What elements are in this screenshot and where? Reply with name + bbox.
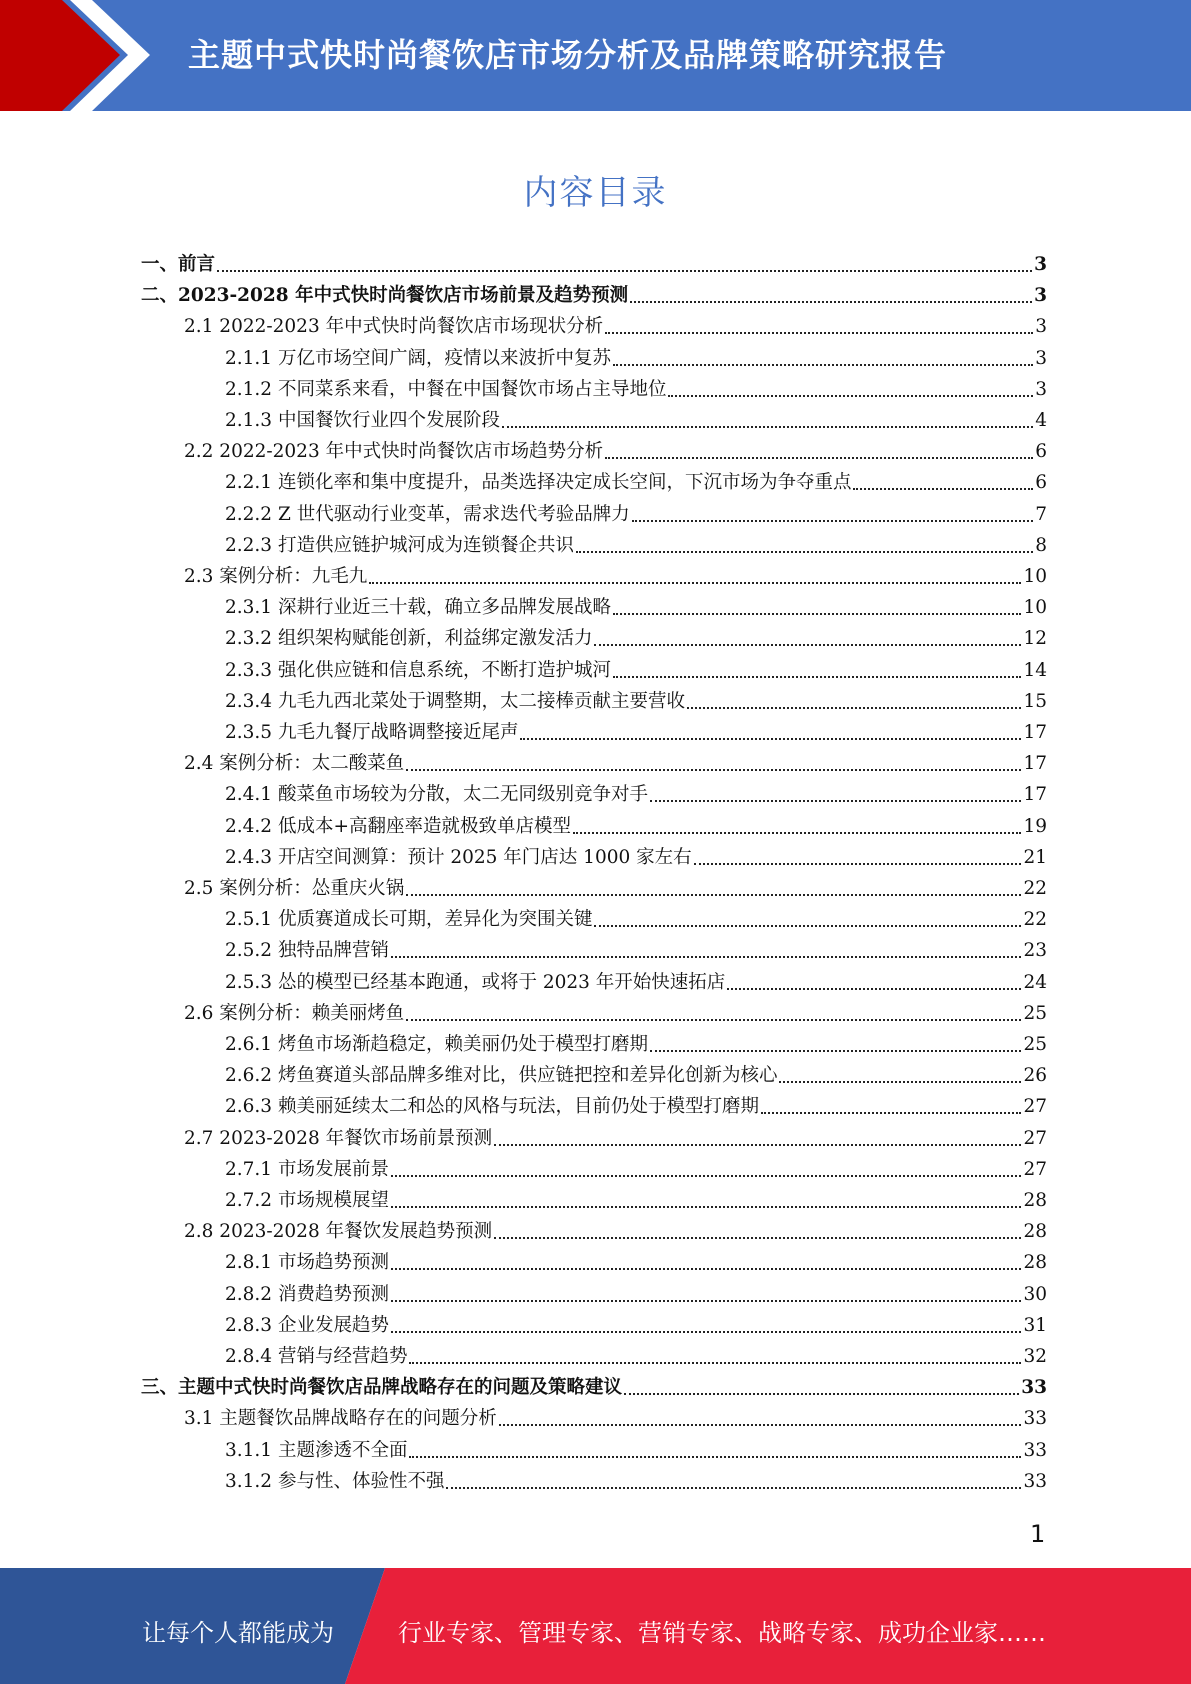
- toc-dot-leader: [605, 439, 1033, 459]
- toc-dot-leader: [853, 470, 1033, 490]
- toc-entry-label: 2.7.1 市场发展前景: [225, 1158, 389, 1180]
- toc-entry[interactable]: [225, 1188, 1047, 1214]
- toc-entry[interactable]: [225, 533, 1047, 559]
- toc-entry-label: 2.4.2 低成本+高翻座率造就极致单店模型: [225, 815, 571, 837]
- toc-dot-leader: [613, 595, 1021, 615]
- toc-entry-page: 30: [1023, 1283, 1047, 1305]
- toc-entry-page: 6: [1035, 441, 1047, 463]
- toc-dot-leader: [687, 689, 1021, 709]
- toc-dot-leader: [391, 1188, 1021, 1208]
- toc-entry-page: 12: [1023, 628, 1047, 650]
- toc-entry-label: 2.5 案例分析：怂重庆火锅: [184, 878, 405, 899]
- toc-dot-leader: [391, 938, 1021, 958]
- toc-entry-page: 33: [1023, 1439, 1047, 1461]
- toc-entry-label: 2.6.3 赖美丽延续太二和怂的风格与玩法，目前仍处于模型打磨期: [225, 1096, 759, 1118]
- toc-entry-page: 28: [1023, 1221, 1047, 1243]
- toc-entry-page: 25: [1023, 1002, 1047, 1024]
- toc-entry-label: 二、2023-2028 年中式快时尚餐饮店市场前景及趋势预测: [141, 285, 629, 307]
- toc-dot-leader: [761, 1094, 1021, 1114]
- toc-entry-label: 2.8.1 市场趋势预测: [225, 1252, 389, 1274]
- toc-entry[interactable]: [225, 1063, 1047, 1089]
- toc-entry[interactable]: [184, 751, 1047, 777]
- toc-entry-label: 2.8 2023-2028 年餐饮发展趋势预测: [184, 1221, 493, 1243]
- toc-dot-leader: [632, 502, 1034, 522]
- toc-dot-leader: [391, 1313, 1021, 1333]
- toc-entry[interactable]: [184, 1219, 1047, 1245]
- toc-entry[interactable]: [225, 970, 1047, 996]
- toc-entry-label: 一、前言: [141, 254, 216, 275]
- footer-slogan-right: 行业专家、管理专家、营销专家、战略专家、成功企业家……: [398, 1619, 1046, 1647]
- toc-entry-label: 2.3.5 九毛九餐厅战略调整接近尾声: [225, 722, 519, 743]
- toc-entry-page: 22: [1023, 878, 1047, 899]
- toc-entry[interactable]: [184, 564, 1047, 590]
- toc-entry[interactable]: [225, 502, 1047, 528]
- toc-entry[interactable]: [225, 814, 1047, 840]
- toc-entry-label: 2.4 案例分析：太二酸菜鱼: [184, 753, 405, 775]
- toc-entry[interactable]: [225, 658, 1047, 684]
- report-title: 主题中式快时尚餐饮店市场分析及品牌策略研究报告: [188, 36, 948, 74]
- toc-dot-leader: [369, 564, 1021, 584]
- toc-entry-page: 27: [1023, 1158, 1047, 1180]
- toc-entry-label: 2.7 2023-2028 年餐饮市场前景预测: [184, 1127, 493, 1149]
- toc-entry[interactable]: [225, 1313, 1047, 1339]
- toc-entry-label: 2.8.3 企业发展趋势: [225, 1314, 389, 1336]
- toc-dot-leader: [630, 283, 1032, 303]
- toc-entry-label: 三、主题中式快时尚餐饮店品牌战略存在的问题及策略建议: [141, 1377, 623, 1399]
- toc-entry-page: 33: [1023, 1408, 1047, 1430]
- toc-entry-label: 2.1.1 万亿市场空间广阔，疫情以来波折中复苏: [225, 347, 611, 369]
- toc-entry-label: 2.3.1 深耕行业近三十载，确立多品牌发展战略: [225, 597, 611, 619]
- toc-entry-label: 2.6.1 烤鱼市场渐趋稳定，赖美丽仍处于模型打磨期: [225, 1034, 648, 1055]
- toc-entry[interactable]: [225, 1438, 1047, 1464]
- toc-entry-page: 17: [1023, 722, 1047, 743]
- toc-entry[interactable]: [225, 595, 1047, 621]
- toc-entry-label: 2.2 2022-2023 年中式快时尚餐饮店市场趋势分析: [184, 441, 604, 463]
- toc-entry-page: 19: [1023, 815, 1047, 837]
- footer-band: [0, 1568, 1191, 1684]
- toc-entry-page: 4: [1035, 410, 1047, 431]
- toc-entry[interactable]: [225, 938, 1047, 964]
- toc-entry-label: 2.6.2 烤鱼赛道头部品牌多维对比，供应链把控和差异化创新为核心: [225, 1065, 778, 1087]
- toc-dot-leader: [668, 377, 1033, 397]
- toc-entry-page: 3: [1035, 378, 1047, 400]
- toc-entry[interactable]: [225, 377, 1047, 403]
- toc-entry-page: 33: [1023, 1470, 1047, 1492]
- toc-dot-leader: [573, 814, 1021, 834]
- toc-entry-label: 2.2.1 连锁化率和集中度提升，品类选择决定成长空间，下沉市场为争夺重点: [225, 472, 852, 494]
- toc-entry-label: 2.5.1 优质赛道成长可期，差异化为突围关键: [225, 909, 593, 931]
- toc-entry[interactable]: [141, 283, 1047, 309]
- toc-entry-label: 2.3.3 强化供应链和信息系统，不断打造护城河: [225, 659, 611, 681]
- toc-dot-leader: [406, 876, 1021, 896]
- toc-entry[interactable]: [184, 1406, 1047, 1432]
- toc-dot-leader: [499, 1406, 1022, 1426]
- toc-entry-label: 2.5.2 独特品牌营销: [225, 940, 389, 962]
- toc-entry-label: 3.1.1 主题渗透不全面: [225, 1439, 408, 1461]
- toc-heading: 内容目录: [523, 173, 668, 213]
- toc-entry-label: 2.5.3 怂的模型已经基本跑通，或将于 2023 年开始快速拓店: [225, 971, 726, 993]
- toc-entry-label: 2.3.2 组织架构赋能创新，利益绑定激发活力: [225, 628, 593, 650]
- toc-entry[interactable]: [225, 1469, 1047, 1495]
- toc-entry[interactable]: [225, 470, 1047, 496]
- toc-entry-page: 26: [1023, 1065, 1047, 1087]
- toc-entry-label: 2.8.4 营销与经营趋势: [225, 1346, 408, 1367]
- toc-dot-leader: [594, 907, 1021, 927]
- toc-entry[interactable]: [225, 626, 1047, 652]
- toc-entry-page: 22: [1023, 909, 1047, 931]
- toc-dot-leader: [613, 346, 1033, 366]
- toc-dot-leader: [446, 1469, 1021, 1489]
- toc-dot-leader: [576, 533, 1033, 553]
- toc-dot-leader: [650, 782, 1021, 802]
- toc-entry[interactable]: [225, 1282, 1047, 1308]
- toc-entry-label: 2.2.2 Z 世代驱动行业变革，需求迭代考验品牌力: [225, 503, 630, 525]
- toc-entry[interactable]: [141, 252, 1047, 278]
- toc-entry-label: 2.1.2 不同菜系来看，中餐在中国餐饮市场占主导地位: [225, 378, 667, 400]
- toc-dot-leader: [613, 658, 1021, 678]
- toc-entry-label: 2.4.3 开店空间测算：预计 2025 年门店达 1000 家左右: [225, 846, 692, 868]
- toc-entry[interactable]: [225, 782, 1047, 808]
- toc-entry-page: 3: [1035, 316, 1047, 338]
- toc-entry-page: 24: [1023, 971, 1047, 993]
- toc-entry-page: 17: [1023, 753, 1047, 775]
- toc-dot-leader: [594, 626, 1021, 646]
- toc-entry-label: 2.4.1 酸菜鱼市场较为分散，太二无同级别竞争对手: [225, 784, 648, 806]
- page-number: 1: [1030, 1520, 1046, 1548]
- toc-entry[interactable]: [225, 1094, 1047, 1120]
- toc-dot-leader: [406, 751, 1021, 771]
- toc-dot-leader: [650, 1032, 1021, 1052]
- toc-entry-label: 2.8.2 消费趋势预测: [225, 1283, 389, 1305]
- toc-entry[interactable]: [141, 1375, 1047, 1401]
- toc-entry[interactable]: [184, 1001, 1047, 1027]
- toc-entry-page: 6: [1035, 472, 1047, 494]
- toc-entry-page: 28: [1023, 1190, 1047, 1211]
- header-arrow-decoration: [0, 0, 160, 111]
- toc-entry-page: 3: [1034, 254, 1047, 275]
- toc-entry-label: 2.1.3 中国餐饮行业四个发展阶段: [225, 410, 500, 431]
- toc-entry-label: 3.1.2 参与性、体验性不强: [225, 1470, 445, 1492]
- toc-entry-page: 28: [1023, 1252, 1047, 1274]
- toc-entry-page: 27: [1023, 1096, 1047, 1118]
- toc-dot-leader: [605, 314, 1033, 334]
- toc-entry-label: 2.7.2 市场规模展望: [225, 1190, 389, 1211]
- toc-entry-page: 33: [1021, 1377, 1047, 1399]
- toc-dot-leader: [779, 1063, 1021, 1083]
- toc-entry[interactable]: [225, 1032, 1047, 1058]
- toc-dot-leader: [217, 252, 1032, 272]
- toc-dot-leader: [494, 1219, 1021, 1239]
- toc-entry[interactable]: [225, 845, 1047, 871]
- toc-entry-page: 25: [1023, 1034, 1047, 1055]
- toc-dot-leader: [624, 1375, 1019, 1395]
- toc-dot-leader: [694, 845, 1022, 865]
- toc-entry-page: 3: [1034, 285, 1047, 307]
- toc-entry[interactable]: [225, 346, 1047, 372]
- toc-entry-page: 14: [1023, 659, 1047, 681]
- toc-dot-leader: [502, 408, 1033, 428]
- toc-entry-page: 3: [1035, 347, 1047, 369]
- toc-entry-page: 8: [1035, 534, 1047, 556]
- toc-entry[interactable]: [184, 1126, 1047, 1152]
- toc-dot-leader: [494, 1126, 1021, 1146]
- toc-entry[interactable]: [184, 314, 1047, 340]
- toc-entry-label: 2.1 2022-2023 年中式快时尚餐饮店市场现状分析: [184, 316, 604, 338]
- toc-entry-label: 2.3.4 九毛九西北菜处于调整期，太二接棒贡献主要营收: [225, 690, 685, 712]
- toc-entry[interactable]: [225, 1344, 1047, 1370]
- footer-slogan-left: 让每个人都能成为: [142, 1619, 334, 1647]
- toc-entry-page: 23: [1023, 940, 1047, 962]
- toc-entry-label: 2.3 案例分析：九毛九: [184, 566, 368, 587]
- toc-dot-leader: [520, 720, 1021, 740]
- toc-entry-page: 21: [1023, 846, 1047, 868]
- toc-entry[interactable]: [225, 1157, 1047, 1183]
- toc-entry-label: 2.6 案例分析：赖美丽烤鱼: [184, 1002, 405, 1024]
- toc-entry-page: 32: [1023, 1346, 1047, 1367]
- toc-entry-label: 2.2.3 打造供应链护城河成为连锁餐企共识: [225, 534, 574, 556]
- toc-entry-page: 10: [1023, 597, 1047, 619]
- toc-dot-leader: [406, 1001, 1021, 1021]
- toc-dot-leader: [409, 1344, 1021, 1364]
- toc-dot-leader: [391, 1250, 1021, 1270]
- toc-entry-page: 27: [1023, 1127, 1047, 1149]
- toc-entry[interactable]: [225, 408, 1047, 434]
- toc-entry[interactable]: [225, 689, 1047, 715]
- toc-entry-label: 3.1 主题餐饮品牌战略存在的问题分析: [184, 1408, 497, 1430]
- toc-entry-page: 7: [1035, 503, 1047, 525]
- toc-entry[interactable]: [225, 907, 1047, 933]
- toc-entry[interactable]: [225, 720, 1047, 746]
- toc-dot-leader: [391, 1157, 1021, 1177]
- toc-dot-leader: [409, 1438, 1021, 1458]
- toc-dot-leader: [391, 1282, 1021, 1302]
- toc-entry-page: 17: [1023, 784, 1047, 806]
- toc-entry[interactable]: [184, 876, 1047, 902]
- toc-entry-page: 31: [1023, 1314, 1047, 1336]
- header-band: [0, 0, 1191, 111]
- toc-entry[interactable]: [184, 439, 1047, 465]
- toc-entry[interactable]: [225, 1250, 1047, 1276]
- toc-entry-page: 15: [1023, 690, 1047, 712]
- toc-dot-leader: [727, 970, 1021, 990]
- toc-entry-page: 10: [1023, 566, 1047, 587]
